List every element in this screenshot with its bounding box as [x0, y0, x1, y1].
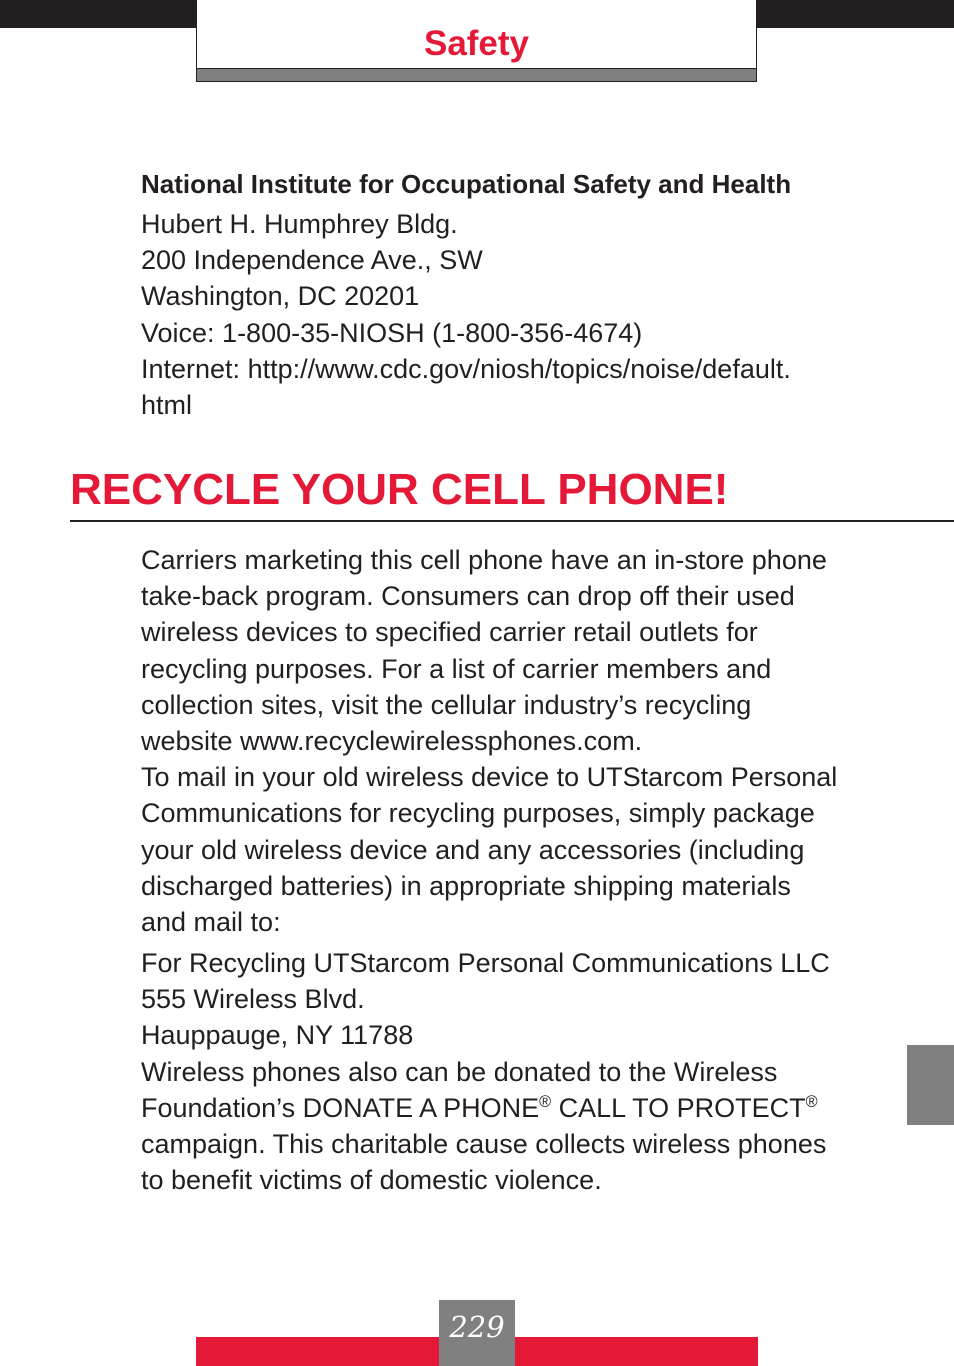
registered-mark: ® — [539, 1092, 552, 1111]
paragraph-line: To mail in your old wireless device to UTStarcom Personal — [141, 762, 838, 793]
paragraph-line: campaign. This charitable cause collects wireless phones — [141, 1129, 827, 1160]
address-line: Hauppauge, NY 11788 — [141, 1020, 414, 1051]
paragraph-line: Communications for recycling purposes, simply package — [141, 798, 815, 829]
paragraph-line: your old wireless device and any accessories (including — [141, 834, 805, 865]
side-section-tab — [907, 1045, 954, 1125]
address-line: For Recycling UTStarcom Personal Communications LLC — [141, 948, 830, 978]
paragraph-line — [141, 1090, 901, 1126]
paragraph-line: website www.recyclewirelessphones.com. — [141, 726, 643, 757]
paragraph-line: take-back program. Consumers can drop off their used — [141, 581, 795, 612]
contact-line: Hubert H. Humphrey Bldg. — [141, 209, 458, 239]
heading-rule — [70, 520, 954, 522]
contact-address — [141, 206, 901, 423]
donate-text: CALL TO PROTECT — [551, 1092, 806, 1123]
registered-mark: ® — [805, 1092, 818, 1111]
org-name: National Institute for Occupational Safety and Health — [141, 169, 792, 199]
paragraph-line: and mail to: — [141, 907, 281, 938]
header-tab-underbar — [196, 68, 757, 82]
paragraph-line: to benefit victims of domestic violence. — [141, 1165, 602, 1196]
contact-line: html — [141, 390, 193, 421]
recycle-heading: RECYCLE YOUR CELL PHONE! — [70, 465, 729, 514]
paragraph-line: Wireless phones also can be donated to the Wireless — [141, 1056, 778, 1087]
paragraph-line: collection sites, visit the cellular industry’s recycling — [141, 689, 752, 720]
contact-line: 200 Independence Ave., SW — [141, 245, 483, 276]
page-number: 229 — [449, 1310, 505, 1344]
address-line: 555 Wireless Blvd. — [141, 984, 365, 1015]
contact-line: Washington, DC 20201 — [141, 281, 420, 312]
mail-address — [141, 945, 901, 1198]
paragraph-line: wireless devices to specified carrier retail outlets for — [141, 617, 758, 648]
contact-line: Voice: 1-800-35-NIOSH (1-800-356-4674) — [141, 317, 643, 348]
header-bar-left — [0, 0, 198, 28]
header-bar-right — [757, 0, 954, 28]
contact-line: Internet: http://www.cdc.gov/niosh/topics/noise/default. — [141, 353, 791, 384]
donate-text: Foundation’s DONATE A PHONE — [141, 1092, 540, 1123]
paragraph-line: recycling purposes. For a list of carrier members and — [141, 653, 772, 684]
paragraph-line: discharged batteries) in appropriate shipping materials — [141, 870, 791, 901]
paragraph-line: Carriers marketing this cell phone have an in-store phone — [141, 545, 827, 575]
recycle-paragraph-1 — [141, 542, 901, 940]
section-title: Safety — [423, 24, 530, 63]
